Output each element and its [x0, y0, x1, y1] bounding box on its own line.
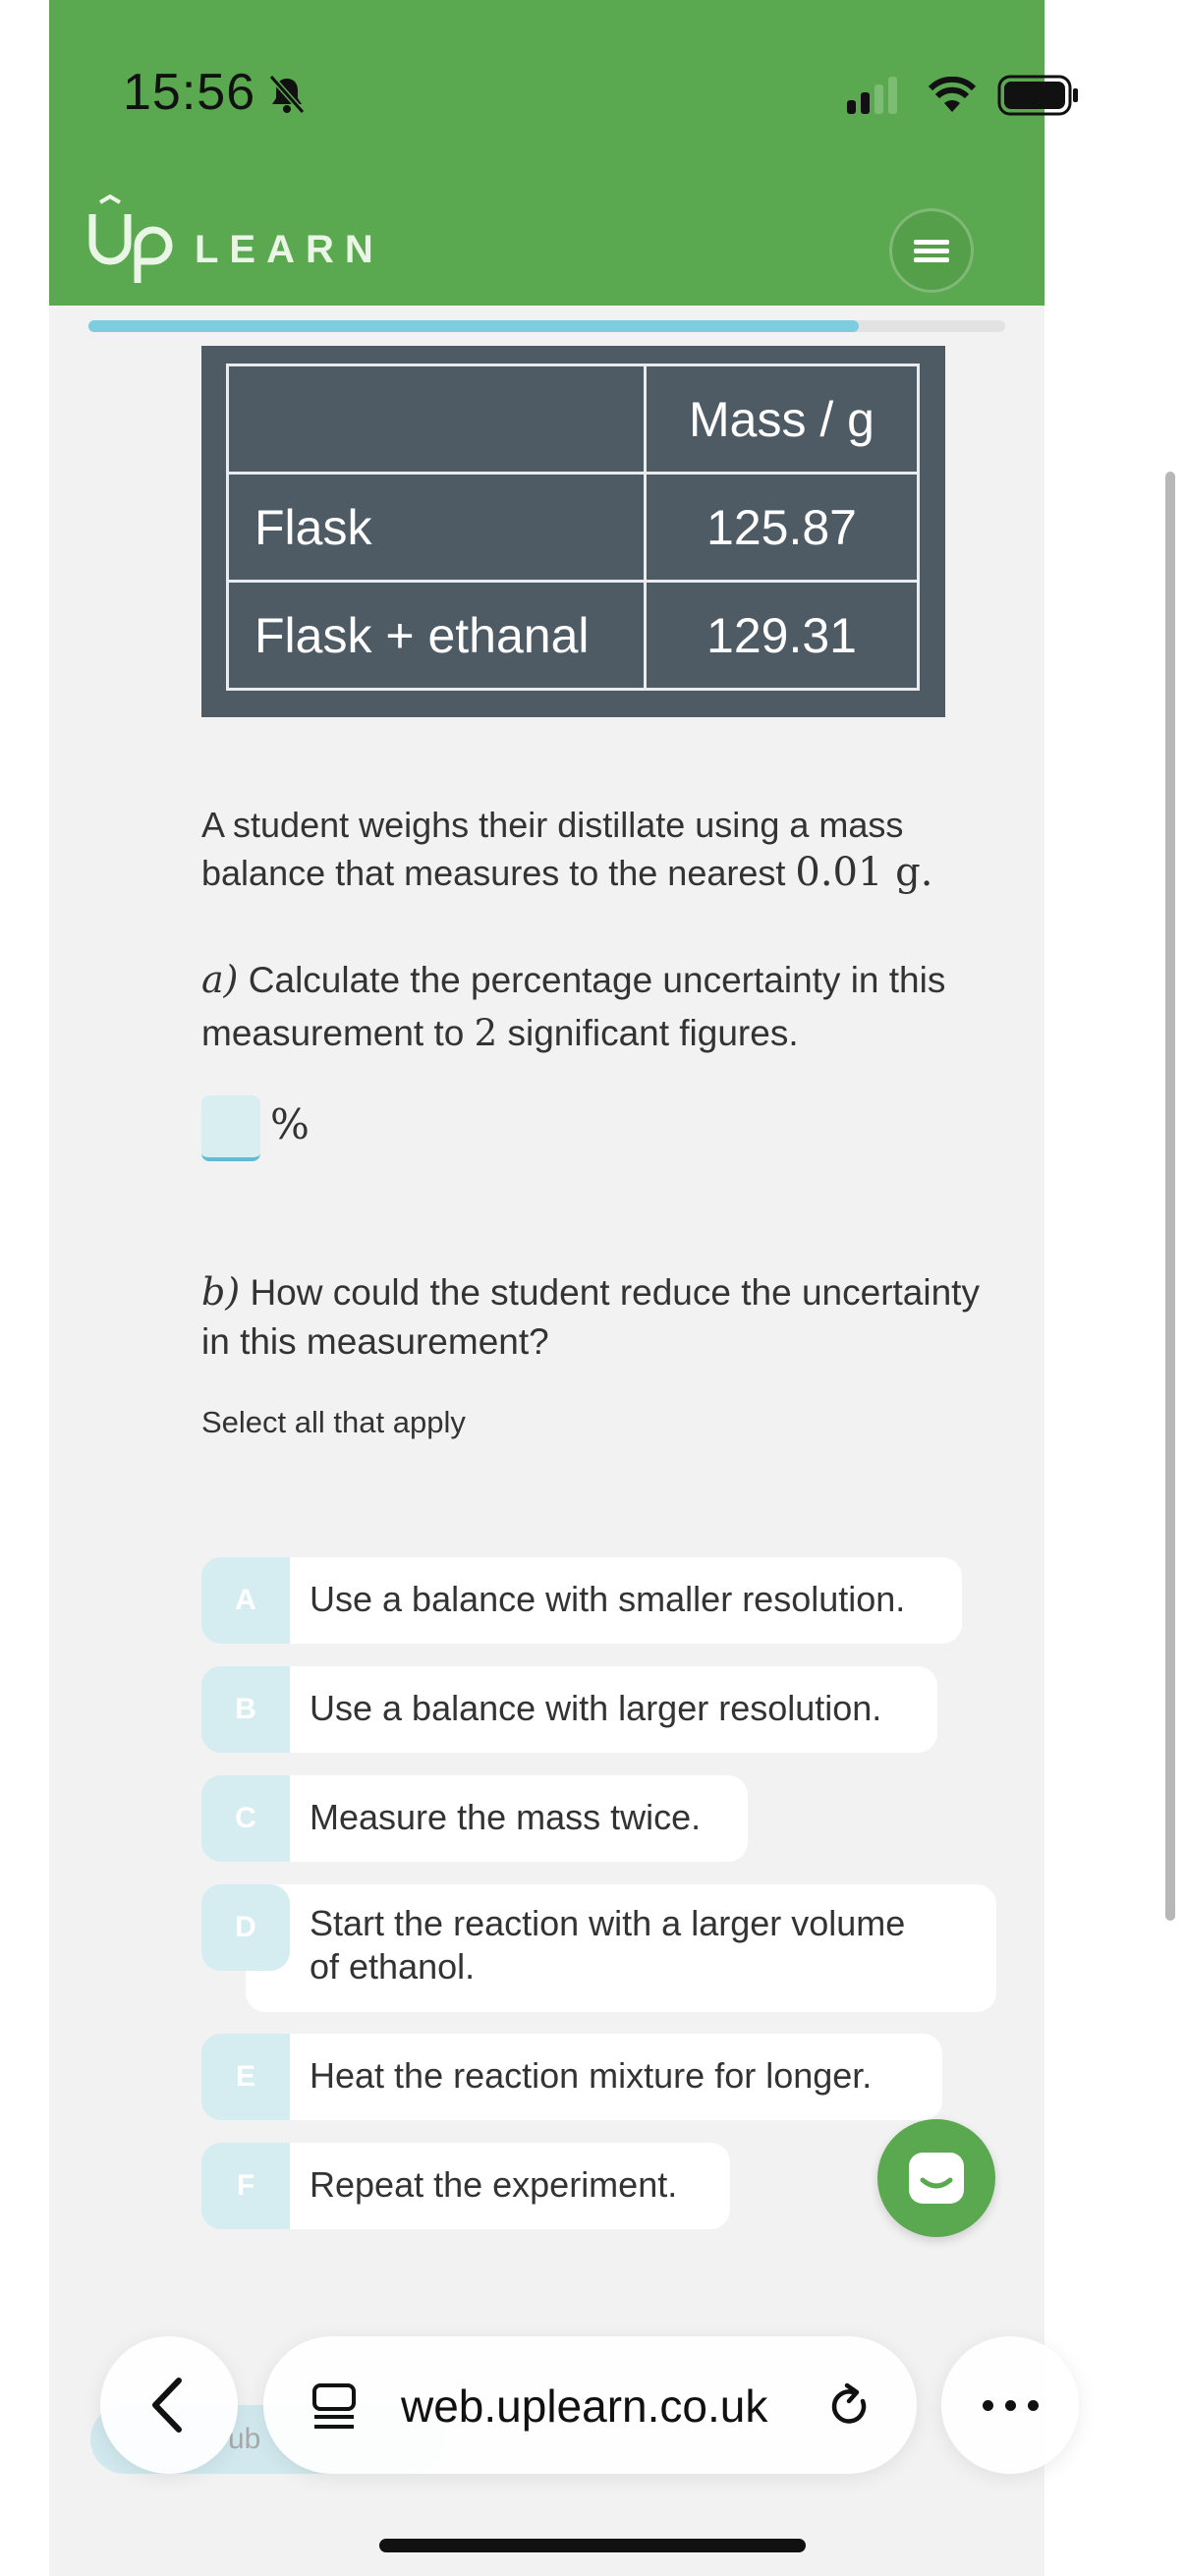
progress-bar: [88, 320, 1005, 332]
table-cell: 129.31: [646, 582, 919, 690]
answer-input[interactable]: [201, 1095, 260, 1161]
part-a-line: [201, 953, 945, 1007]
percent-unit: %: [270, 1100, 310, 1148]
part-a-marker: a): [201, 958, 239, 1001]
part-a-text: measurement to: [201, 1013, 465, 1053]
browser-back-button[interactable]: [100, 2336, 238, 2474]
reload-icon[interactable]: [825, 2381, 875, 2431]
part-a-text: Calculate the percentage uncertainty in this: [248, 960, 946, 1000]
option-text: Use a balance with larger resolution.: [290, 1666, 937, 1753]
part-b-line: [201, 1267, 980, 1317]
option-text-line: Start the reaction with a larger volume: [310, 1903, 906, 1943]
intro-line: [201, 849, 933, 897]
more-options-button[interactable]: [941, 2336, 1079, 2474]
option-letter: B: [201, 1666, 290, 1753]
part-b-line: in this measurement?: [201, 1321, 549, 1362]
mass-table: [226, 364, 920, 691]
table-cell: [228, 365, 646, 474]
wifi-icon: [929, 77, 976, 114]
menu-button[interactable]: [889, 208, 974, 293]
select-instruction: Select all that apply: [201, 1405, 466, 1439]
part-b-text: How could the student reduce the uncertainty: [250, 1272, 980, 1313]
option-text: Measure the mass twice.: [290, 1775, 748, 1862]
hamburger-icon: [914, 236, 949, 266]
tab-list-icon: [310, 2381, 358, 2431]
intro-value: 0.01 g.: [795, 850, 933, 895]
table-cell: Flask: [228, 474, 646, 582]
question-part-a: [201, 953, 945, 1060]
option-text: Use a balance with smaller resolution.: [290, 1557, 962, 1644]
option-text: Repeat the experiment.: [290, 2143, 730, 2229]
progress-fill: [88, 320, 859, 332]
option-text: [246, 1884, 996, 2012]
table-cell: Flask + ethanal: [228, 582, 646, 690]
logo-text: LEARN: [195, 228, 384, 271]
part-a-line: [201, 1007, 945, 1060]
intro-line: A student weighs their distillate using a mass: [201, 805, 904, 845]
chat-icon: [907, 2151, 966, 2206]
table-cell: Mass / g: [646, 365, 919, 474]
battery-icon: [997, 75, 1080, 116]
option-letter: C: [201, 1775, 290, 1862]
chat-button[interactable]: [877, 2119, 995, 2237]
home-indicator: [379, 2539, 806, 2552]
option-letter: A: [201, 1557, 290, 1644]
question-intro: [201, 802, 933, 897]
part-a-number: 2: [474, 1012, 498, 1054]
question-part-b: [201, 1267, 980, 1367]
scrollbar[interactable]: [1165, 472, 1175, 1921]
table-cell: 125.87: [646, 474, 919, 582]
bell-off-icon: [265, 73, 309, 116]
address-bar[interactable]: [263, 2336, 917, 2474]
option-text-line: of ethanol.: [310, 1946, 476, 1987]
url-text: web.uplearn.co.uk: [401, 2380, 768, 2432]
option-letter: D: [201, 1884, 290, 1971]
table-row: [228, 582, 919, 690]
table-row: [228, 474, 919, 582]
intro-text: balance that measures to the nearest: [201, 853, 786, 893]
chevron-left-icon: [100, 2336, 238, 2474]
part-b-marker: b): [201, 1270, 241, 1314]
data-table-image: [201, 346, 945, 717]
option-letter: E: [201, 2034, 290, 2120]
submit-button[interactable]: ub: [90, 2405, 444, 2474]
ellipsis-icon: [977, 2400, 1044, 2411]
option-text: Heat the reaction mixture for longer.: [290, 2034, 942, 2120]
part-a-text: significant figures.: [507, 1013, 799, 1053]
option-letter: F: [201, 2143, 290, 2229]
table-row: [228, 365, 919, 474]
status-time: 15:56: [123, 64, 256, 121]
uplearn-logo-icon: [83, 195, 181, 293]
